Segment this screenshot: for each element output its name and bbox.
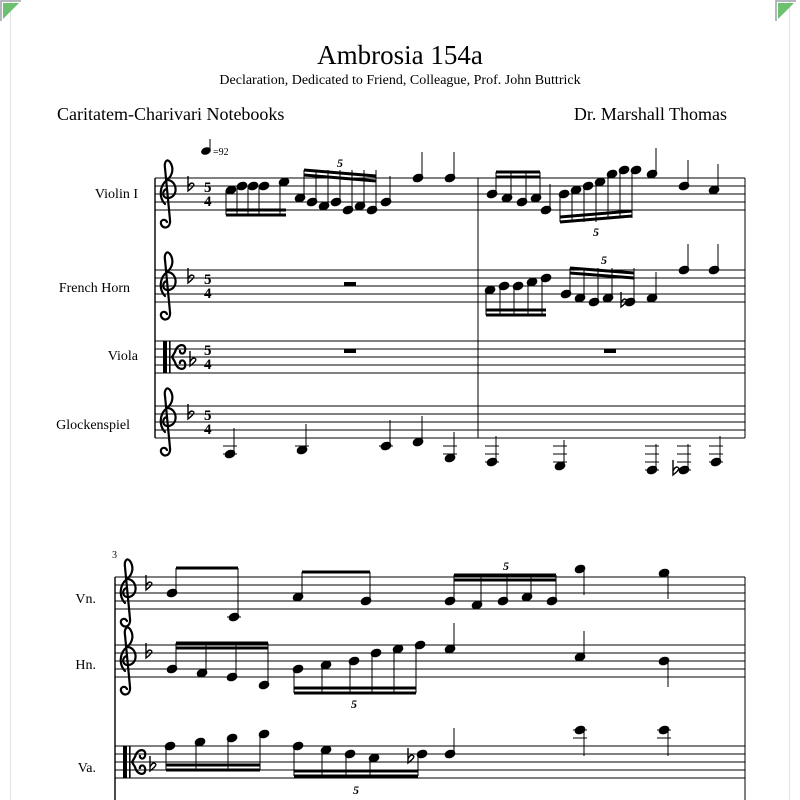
whole-rest [344,349,356,353]
instrument-label: Glockenspiel [56,418,130,433]
svg-text:5: 5 [337,156,343,170]
staff-french-horn [59,244,745,319]
svg-text:=92: =92 [213,147,229,158]
svg-text:5: 5 [601,253,607,267]
system-1 [56,139,745,475]
svg-text:4: 4 [204,422,212,438]
svg-text:5: 5 [204,408,212,424]
measure-number: 3 [112,550,117,561]
notes-violin-m2 [486,148,720,222]
score-title: Ambrosia 154a [317,40,483,70]
instrument-label: Viola [107,349,138,364]
svg-text:5: 5 [204,343,212,359]
svg-text:5: 5 [204,272,212,288]
notes-glockenspiel [223,416,723,475]
score-subtitle: Declaration, Dedicated to Friend, Colleague, Prof. John Buttrick [219,73,581,88]
publisher-name: Caritatem-Charivari Notebooks [57,104,285,124]
instrument-label: Violin I [94,187,138,202]
staff-violin-1 [95,148,745,239]
staff-viola [108,341,745,373]
svg-text:5: 5 [503,559,509,573]
staff-va [78,725,745,797]
instrument-label: Va. [77,761,96,776]
svg-text:5: 5 [204,180,212,196]
svg-text:5: 5 [351,697,357,711]
whole-rest [344,282,356,286]
staff-vn [75,559,745,626]
tempo-marking [200,139,229,158]
instrument-label: Vn. [75,592,96,607]
svg-text:5: 5 [593,225,599,239]
staff-hn [75,623,745,711]
system-2 [75,550,745,800]
svg-text:4: 4 [204,357,212,373]
instrument-label: Hn. [75,658,96,673]
whole-rest [604,349,616,353]
instrument-label: French Horn [58,281,130,296]
staff-glockenspiel [56,388,745,475]
svg-text:4: 4 [204,194,212,210]
svg-text:5: 5 [353,783,359,797]
composer-name: Dr. Marshall Thomas [573,104,727,124]
svg-text:4: 4 [204,286,212,302]
